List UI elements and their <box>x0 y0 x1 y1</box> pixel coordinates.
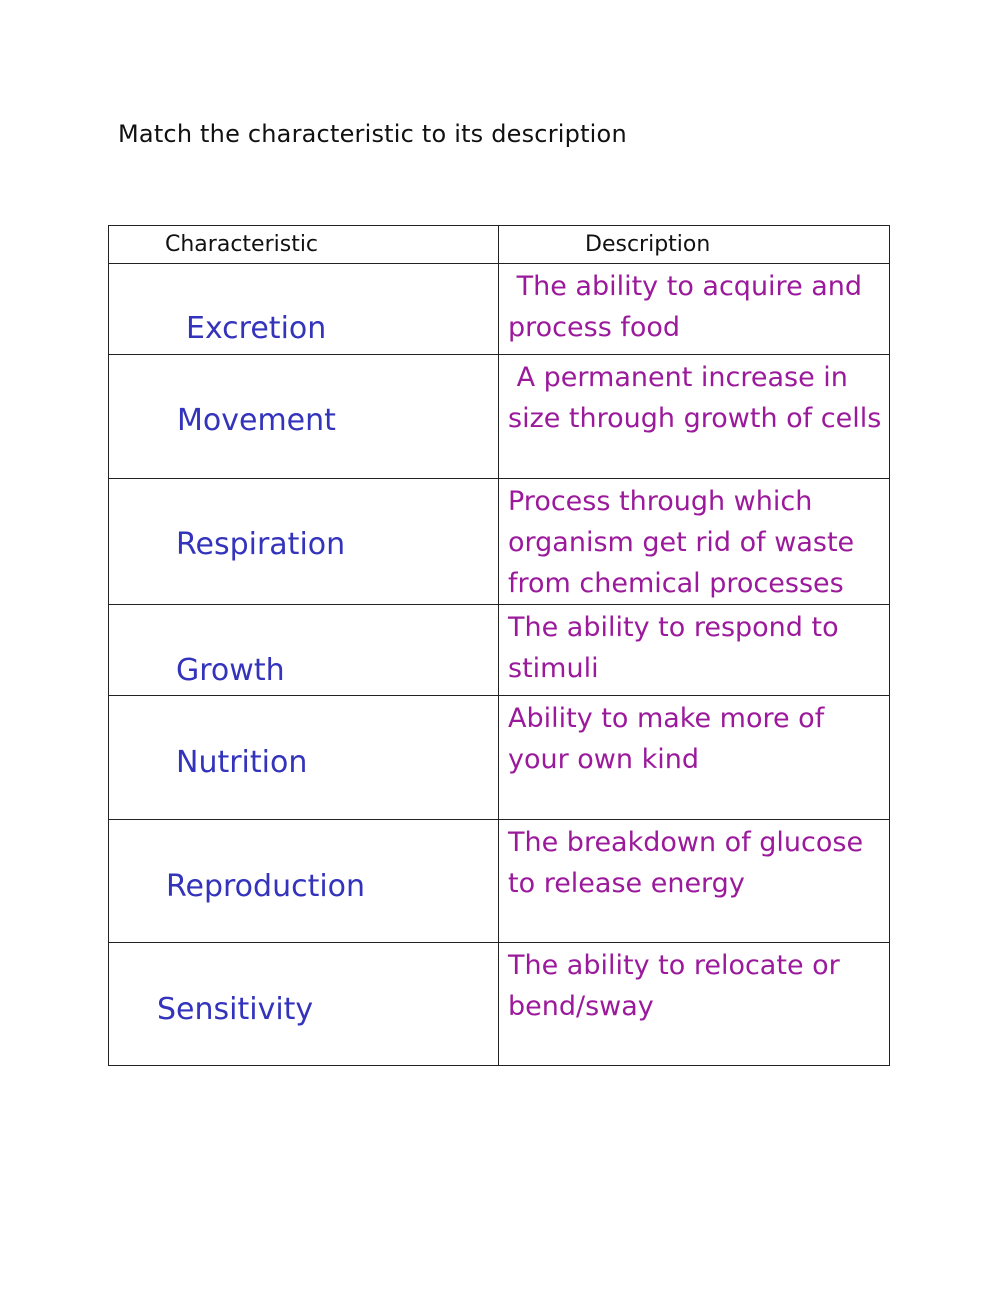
table-row <box>109 696 890 820</box>
header-description: Description <box>499 226 890 264</box>
characteristic-cell <box>109 820 499 943</box>
characteristic-label[interactable]: Sensitivity <box>157 992 314 1027</box>
description-label[interactable]: A permanent increase in size through growth of cells <box>508 362 882 434</box>
characteristic-cell <box>109 479 499 605</box>
table-header-row <box>109 226 890 264</box>
worksheet-instruction: Match the characteristic to its description <box>118 120 627 148</box>
description-cell <box>499 696 890 820</box>
description-cell <box>499 943 890 1066</box>
characteristic-label[interactable]: Growth <box>176 653 285 688</box>
description-cell <box>499 820 890 943</box>
description-cell <box>499 355 890 479</box>
characteristic-cell <box>109 605 499 696</box>
description-label[interactable]: Process through which organism get rid of waste from chemical processes <box>508 486 855 599</box>
description-label[interactable]: The ability to respond to stimuli <box>508 612 839 684</box>
characteristic-label[interactable]: Reproduction <box>166 869 366 904</box>
description-cell <box>499 605 890 696</box>
characteristic-label[interactable]: Respiration <box>176 527 346 562</box>
table-row <box>109 820 890 943</box>
table-row <box>109 943 890 1066</box>
table-row <box>109 479 890 605</box>
description-label[interactable]: The breakdown of glucose to release energy <box>508 827 864 899</box>
table-row <box>109 355 890 479</box>
characteristic-cell <box>109 696 499 820</box>
description-label[interactable]: The ability to acquire and process food <box>508 271 871 343</box>
description-label[interactable]: The ability to relocate or bend/sway <box>508 950 840 1022</box>
table-row <box>109 264 890 355</box>
characteristic-cell <box>109 355 499 479</box>
description-cell <box>499 264 890 355</box>
description-label[interactable]: Ability to make more of your own kind <box>508 703 825 775</box>
header-characteristic: Characteristic <box>109 226 499 264</box>
characteristic-label[interactable]: Nutrition <box>176 745 308 780</box>
characteristic-label[interactable]: Movement <box>177 403 336 438</box>
table-row <box>109 605 890 696</box>
description-cell <box>499 479 890 605</box>
matching-table <box>108 225 890 1066</box>
characteristic-label[interactable]: Excretion <box>186 311 327 346</box>
characteristic-cell <box>109 943 499 1066</box>
characteristic-cell <box>109 264 499 355</box>
